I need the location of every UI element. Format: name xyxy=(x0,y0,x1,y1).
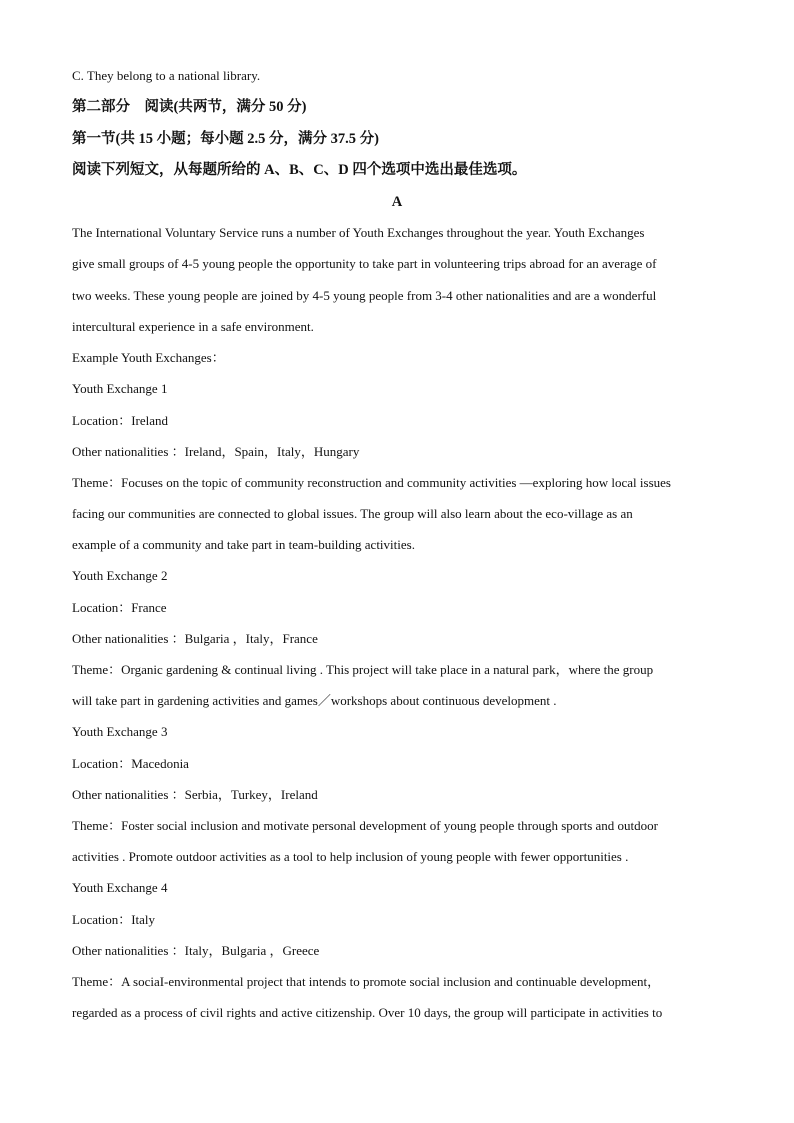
exchange-4-location: Location：Italy xyxy=(72,912,156,927)
exchange-1-theme: Theme：Focuses on the topic of community reconstruction and community activities —exploring how local issues xyxy=(72,475,671,490)
paragraph-line: two weeks. These young people are joined by 4-5 young people from 3-4 other nationalities and are a wonderful xyxy=(72,288,657,303)
exchange-2-nationalities: Other nationalities ：Bulgaria ，Italy，France xyxy=(72,631,318,646)
part-two-heading: 第二部分 阅读(共两节，满分 50 分) xyxy=(72,99,307,115)
exchange-1-location: Location：Ireland xyxy=(72,413,169,428)
examples-label: Example Youth Exchanges： xyxy=(72,350,225,365)
exchange-4-theme: regarded as a process of civil rights and active citizenship. Over 10 days, the group will participate in activities to xyxy=(72,1005,663,1020)
exchange-2-theme: will take part in gardening activities and games／workshops about continuous development . xyxy=(72,693,557,708)
exchange-4-nationalities: Other nationalities ：Italy，Bulgaria ，Greece xyxy=(72,943,320,958)
exchange-2-theme: Theme：Organic gardening & continual living . This project will take place in a natural park，where the group xyxy=(72,662,654,677)
paragraph-line: give small groups of 4-5 young people the opportunity to take part in volunteering trips abroad for an average of xyxy=(72,256,657,271)
exchange-4-theme: Theme：A sociaI-environmental project that intends to promote social inclusion and continuable development， xyxy=(72,974,661,989)
exchange-3-theme: activities . Promote outdoor activities as a tool to help inclusion of young people with fewer opportunities . xyxy=(72,849,629,864)
exchange-2-title: Youth Exchange 2 xyxy=(72,568,168,583)
passage-label: A xyxy=(391,194,403,210)
paragraph-line: intercultural experience in a safe environment. xyxy=(72,319,314,334)
exchange-3-location: Location：Macedonia xyxy=(72,756,189,771)
paragraph-line: The International Voluntary Service runs a number of Youth Exchanges throughout the year. Youth Exchanges xyxy=(72,225,645,240)
option-c-line: C. They belong to a national library. xyxy=(72,68,261,83)
exchange-1-nationalities: Other nationalities ：Ireland，Spain，Italy，Hungary xyxy=(72,444,360,459)
exchange-4-title: Youth Exchange 4 xyxy=(72,880,168,895)
exchange-1-theme: facing our communities are connected to global issues. The group will also learn about the eco-village as an xyxy=(72,506,633,521)
exchange-2-location: Location：France xyxy=(72,600,167,615)
exchange-1-title: Youth Exchange 1 xyxy=(72,381,168,396)
instructions-line: 阅读下列短文，从每题所给的 A、B、C、D 四个选项中选出最佳选项。 xyxy=(72,162,527,178)
exchange-3-title: Youth Exchange 3 xyxy=(72,724,168,739)
exchange-3-theme: Theme：Foster social inclusion and motivate personal development of young people through sports and outdoor xyxy=(72,818,658,833)
exchange-1-theme: example of a community and take part in team-building activities. xyxy=(72,537,415,552)
section-one-heading: 第一节(共 15 小题；每小题 2.5 分，满分 37.5 分) xyxy=(72,131,379,147)
exchange-3-nationalities: Other nationalities ：Serbia，Turkey，Ireland xyxy=(72,787,318,802)
